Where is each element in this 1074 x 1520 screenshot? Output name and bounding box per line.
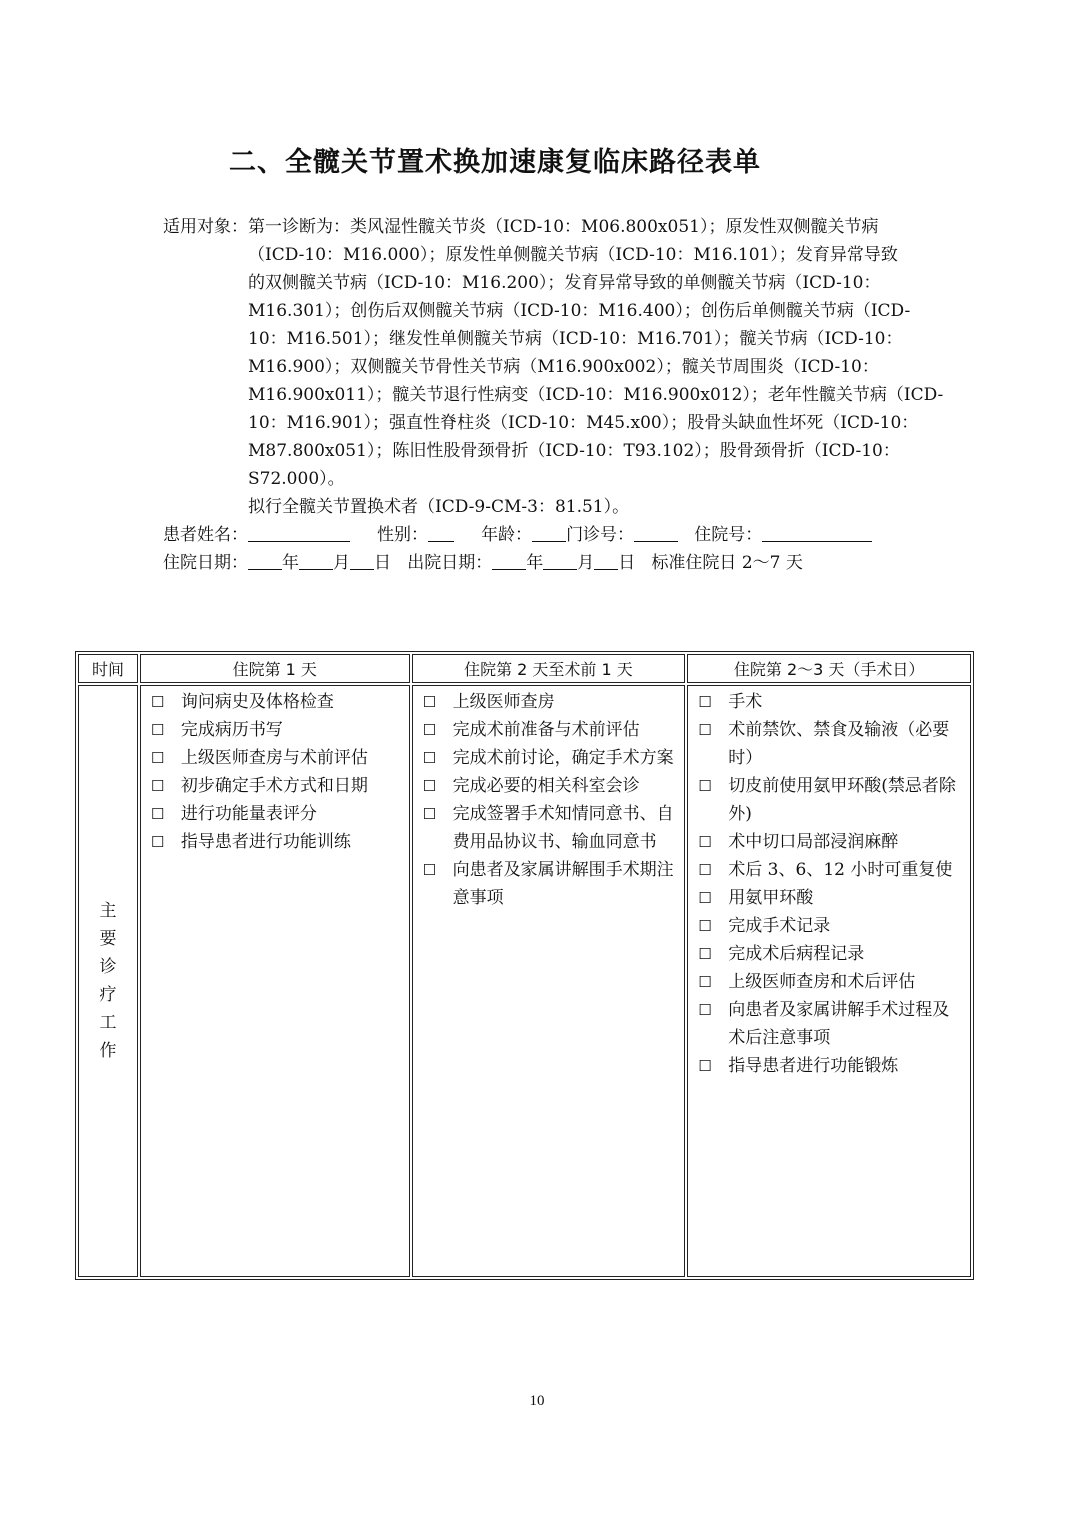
applicable-label: 适用对象： xyxy=(163,217,248,237)
checklist-item xyxy=(151,772,403,800)
admit-year-blank[interactable] xyxy=(248,551,282,570)
checklist-item-label: 术中切口局部浸润麻醉 xyxy=(728,832,899,852)
patient-name-blank[interactable] xyxy=(248,523,350,542)
checklist-item-label: 切皮前使用氨甲环酸(禁忌者除外) xyxy=(728,776,956,824)
document-title: 二、全髋关节置术换加速康复临床路径表单 xyxy=(229,147,761,178)
checkbox-icon[interactable]: ☐ xyxy=(150,721,165,739)
discharge-date-label: 出院日期： xyxy=(407,553,493,573)
age-blank[interactable] xyxy=(532,523,566,542)
checklist-item xyxy=(151,716,403,744)
table-row xyxy=(78,685,971,1277)
header-day1: 住院第 1 天 xyxy=(140,654,410,683)
checklist-item-label: 用氨甲环酸 xyxy=(728,888,814,908)
row-label-char: 工 xyxy=(99,1013,117,1033)
checkbox-icon[interactable]: ☐ xyxy=(422,861,437,879)
day-label: 日 xyxy=(374,553,391,573)
checklist-item xyxy=(698,1052,964,1080)
checklist-item xyxy=(698,884,964,912)
checkbox-icon[interactable]: ☐ xyxy=(698,1001,712,1019)
admit-month-blank[interactable] xyxy=(299,551,333,570)
checklist-item xyxy=(698,856,964,884)
checkbox-icon[interactable]: ☐ xyxy=(150,693,165,711)
checklist-item xyxy=(698,940,964,968)
checklist-item-label: 向患者及家属讲解围手术期注意事项 xyxy=(452,860,674,908)
clinic-number-label: 门诊号： xyxy=(566,525,635,545)
checkbox-icon[interactable]: ☐ xyxy=(698,1057,712,1075)
applicable-line: 的双侧髋关节病（ICD-10：M16.200）；发育异常导致的单侧髋关节病（ICD-10： xyxy=(248,273,881,293)
day2-checklist xyxy=(413,686,685,912)
checkbox-icon[interactable]: ☐ xyxy=(150,749,165,767)
applicable-line: M16.301）；创伤后双侧髋关节病（ICD-10：M16.400）；创伤后单侧髋关节病（ICD- xyxy=(248,301,911,321)
header-day3: 住院第 2～3 天（手术日） xyxy=(687,654,971,683)
checklist-item-label: 完成签署手术知情同意书、自费用品协议书、输血同意书 xyxy=(452,804,674,852)
checklist-item-label: 手术 xyxy=(728,692,763,712)
checklist-item-label: 询问病史及体格检查 xyxy=(180,692,334,712)
checklist-item-label: 进行功能量表评分 xyxy=(180,804,317,824)
checklist-item-label: 上级医师查房和术后评估 xyxy=(728,972,916,992)
applicable-line: M16.900x011）；髋关节退行性病变（ICD-10：M16.900x012）；老年性髋关节病（ICD- xyxy=(248,385,944,405)
inpatient-number-blank[interactable] xyxy=(762,523,872,542)
checkbox-icon[interactable]: ☐ xyxy=(698,693,712,711)
checklist-item-label: 术前禁饮、禁食及输液（必要时） xyxy=(728,720,950,768)
header-day2: 住院第 2 天至术前 1 天 xyxy=(412,654,686,683)
checklist-item xyxy=(698,772,964,828)
applicable-line: 拟行全髋关节置换术者（ICD-9-CM-3：81.51）。 xyxy=(248,497,630,517)
checklist-item-label: 向患者及家属讲解手术过程及术后注意事项 xyxy=(728,1000,950,1048)
checkbox-icon[interactable]: ☐ xyxy=(698,945,712,963)
checklist-item-label: 完成术前准备与术前评估 xyxy=(452,720,640,740)
day1-cell xyxy=(140,685,410,1277)
clinic-number-blank[interactable] xyxy=(634,523,678,542)
checklist-item xyxy=(151,688,403,716)
admit-date-label: 住院日期： xyxy=(163,553,248,573)
row-label-main-work xyxy=(78,685,138,1277)
checklist-item xyxy=(698,688,964,716)
checkbox-icon[interactable]: ☐ xyxy=(422,805,437,823)
patient-info-line xyxy=(163,521,923,549)
applicable-line: 10：M16.501）；继发性单侧髋关节病（ICD-10：M16.701）；髋关节病（ICD-10： xyxy=(248,329,903,349)
checkbox-icon[interactable]: ☐ xyxy=(698,833,712,851)
header-time: 时间 xyxy=(78,654,138,683)
checklist-item-label: 完成病历书写 xyxy=(180,720,283,740)
row-label-char: 要 xyxy=(99,929,117,949)
applicable-line: M87.800x051）；陈旧性股骨颈骨折（ICD-10：T93.102）；股骨颈骨折（ICD-10： xyxy=(248,441,900,461)
inpatient-number-label: 住院号： xyxy=(694,525,763,545)
applicable-line: （ICD-10：M16.000）；原发性单侧髋关节病（ICD-10：M16.101）；发育异常导致 xyxy=(248,245,898,265)
row-label-char: 作 xyxy=(99,1041,117,1061)
applicable-line: 10：M16.901）；强直性脊柱炎（ICD-10：M45.x00）；股骨头缺血性坏死（ICD-10： xyxy=(248,413,919,433)
checklist-item xyxy=(151,800,403,828)
checklist-item-label: 完成手术记录 xyxy=(728,916,831,936)
checklist-item-label: 初步确定手术方式和日期 xyxy=(180,776,368,796)
checkbox-icon[interactable]: ☐ xyxy=(698,889,712,907)
checklist-item xyxy=(698,716,964,772)
checkbox-icon[interactable]: ☐ xyxy=(698,721,712,739)
checkbox-icon[interactable]: ☐ xyxy=(150,777,165,795)
checkbox-icon[interactable]: ☐ xyxy=(698,917,712,935)
checklist-item-label: 指导患者进行功能训练 xyxy=(180,832,351,852)
checkbox-icon[interactable]: ☐ xyxy=(150,805,165,823)
checklist-item-label: 指导患者进行功能锻炼 xyxy=(728,1056,899,1076)
date-info-line xyxy=(163,549,923,577)
standard-stay-text: 标准住院日 2～7 天 xyxy=(651,553,803,573)
checklist-item xyxy=(423,800,679,856)
age-label: 年龄： xyxy=(481,525,533,545)
day-label: 日 xyxy=(618,553,636,573)
discharge-month-blank[interactable] xyxy=(543,551,577,570)
checklist-item-label: 上级医师查房与术前评估 xyxy=(180,748,368,768)
day3-cell xyxy=(687,685,971,1277)
checkbox-icon[interactable]: ☐ xyxy=(698,973,712,991)
checklist-item xyxy=(423,772,679,800)
month-label: 月 xyxy=(577,553,595,573)
row-label-char: 主 xyxy=(99,901,117,921)
checkbox-icon[interactable]: ☐ xyxy=(422,749,437,767)
checklist-item xyxy=(151,828,403,856)
patient-name-label: 患者姓名： xyxy=(163,525,248,545)
checkbox-icon[interactable]: ☐ xyxy=(422,721,437,739)
checklist-item xyxy=(423,688,679,716)
discharge-day-blank[interactable] xyxy=(594,551,618,570)
row-label-char: 诊 xyxy=(99,957,117,977)
checkbox-icon[interactable]: ☐ xyxy=(698,861,712,879)
checkbox-icon[interactable]: ☐ xyxy=(422,693,437,711)
month-label: 月 xyxy=(333,553,350,573)
applicable-line: M16.900）；双侧髋关节骨性关节病（M16.900x002）；髋关节周围炎（ICD-10： xyxy=(248,357,879,377)
day1-checklist xyxy=(141,686,409,856)
checkbox-icon[interactable]: ☐ xyxy=(422,777,437,795)
checklist-item-label: 上级医师查房 xyxy=(452,692,555,712)
checklist-item xyxy=(423,744,679,772)
year-label: 年 xyxy=(282,553,299,573)
checklist-item xyxy=(698,996,964,1052)
sex-blank[interactable] xyxy=(428,523,454,542)
checklist-item xyxy=(423,716,679,744)
day2-cell xyxy=(412,685,686,1277)
table-header-row xyxy=(78,654,971,683)
page-number: 10 xyxy=(529,1393,545,1409)
discharge-year-blank[interactable] xyxy=(492,551,526,570)
checklist-item xyxy=(698,828,964,856)
checkbox-icon[interactable]: ☐ xyxy=(150,833,165,851)
admit-day-blank[interactable] xyxy=(350,551,374,570)
clinical-pathway-table xyxy=(75,651,974,1280)
checklist-item-label: 完成术后病程记录 xyxy=(728,944,865,964)
row-label-char: 疗 xyxy=(99,985,117,1005)
applicable-line: S72.000）。 xyxy=(248,469,345,489)
checklist-item-label: 完成必要的相关科室会诊 xyxy=(452,776,640,796)
checklist-item xyxy=(698,912,964,940)
checklist-item xyxy=(698,968,964,996)
checklist-item-label: 术后 3、6、12 小时可重复使 xyxy=(728,860,953,880)
applicable-section xyxy=(163,213,944,577)
sex-label: 性别： xyxy=(377,525,429,545)
checklist-item xyxy=(151,744,403,772)
checklist-item-label: 完成术前讨论，确定手术方案 xyxy=(452,748,674,768)
checklist-item xyxy=(423,856,679,912)
checkbox-icon[interactable]: ☐ xyxy=(698,777,712,795)
day3-checklist xyxy=(688,686,970,1080)
applicable-line: 第一诊断为：类风湿性髋关节炎（ICD-10：M06.800x051）；原发性双侧髋关节病 xyxy=(248,217,879,237)
year-label: 年 xyxy=(526,553,544,573)
